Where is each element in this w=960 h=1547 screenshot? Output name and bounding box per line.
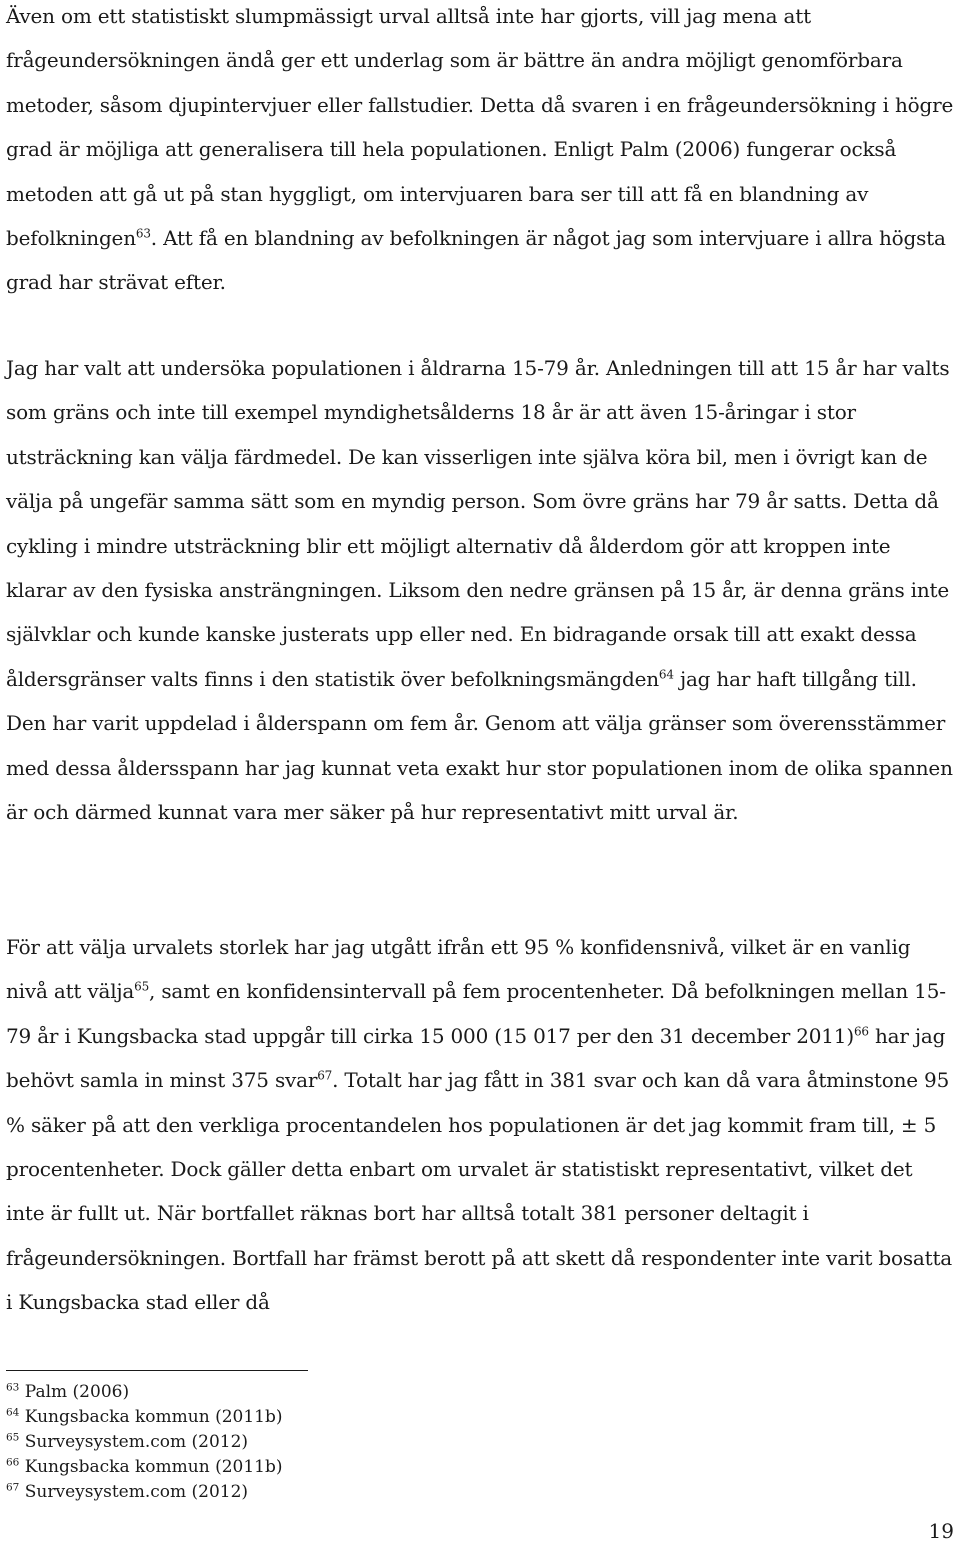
- footnote-item: [6, 1405, 282, 1430]
- paragraph-text: För att välja urvalets storlek har jag utgått ifrån ett 95 % konfidensnivå, vilket är en vanlig nivå att välja: [6, 935, 911, 1004]
- paragraph-sample-size: [6, 925, 954, 1325]
- footnote-number: 67: [6, 1481, 20, 1494]
- footnote-ref[interactable]: 64: [658, 667, 674, 682]
- footnote-number: 64: [6, 1406, 20, 1419]
- footnote-item: [6, 1480, 282, 1505]
- paragraph-age-range: [6, 346, 954, 834]
- footnote-item: [6, 1430, 282, 1455]
- paragraph-text: Jag har valt att undersöka populationen i åldrarna 15-79 år. Anledningen till att 15 år har valts som gräns och inte till exempel myndighetsålderns 18 år är att även 15-åringar i stor utsträckning kan välja färdmedel. De kan visserligen inte själva köra bil, men i övrigt kan de välja på ungefär samma sätt som en myndig person. Som övre gräns har 79 år satts. Detta då cykling i mindre utsträckning blir ett möjligt alternativ då ålderdom gör att kroppen inte klarar av den fysiska ansträngningen. Liksom den nedre gränsen på 15 år, är denna gräns inte självklar och kunde kanske justerats upp eller ned. En bidragande orsak till att exakt dessa åldersgränser valts finns i den statistik över befolkningsmängden: [6, 356, 950, 691]
- footnote-ref[interactable]: 63: [135, 226, 151, 241]
- paragraph-text: . Att få en blandning av befolkningen är något jag som intervjuare i allra högsta grad har strävat efter.: [6, 226, 946, 295]
- footnote-number: 63: [6, 1381, 20, 1394]
- paragraph-text: har jag behövt samla in minst 375 svar: [6, 1023, 946, 1093]
- paragraph-text: jag har haft tillgång till. Den har varit uppdelad i ålderspann om fem år. Genom att välja gränser som överensstämmer med dessa åldersspann har jag kunnat veta exakt hur stor populationen inom de olika spannen är och därmed kunnat vara mer säker på hur representativt mitt urval är.: [6, 666, 953, 825]
- paragraph-text: Även om ett statistiskt slumpmässigt urval alltså inte har gjorts, vill jag mena att frågeundersökningen ändå ger ett underlag som är bättre än andra möjligt genomförbara metoder, såsom djupintervjuer eller fallstudier. Detta då svaren i en frågeundersökning i högre grad är möjliga att generalisera till hela populationen. Enligt Palm (2006) fungerar också metoden att gå ut på stan hyggligt, om intervjuaren bara ser till att få en blandning av befolkningen: [6, 4, 954, 251]
- footnote-text: Kungsbacka kommun (2011b): [24, 1457, 283, 1477]
- paragraph-text: , samt en konfidensintervall på fem procentenheter. Då befolkningen mellan 15-79 år i Kungsbacka stad uppgår till cirka 15 000 (15 017 per den 31 december 2011): [6, 979, 946, 1048]
- footnote-ref[interactable]: 67: [317, 1068, 333, 1083]
- footnote-item: [6, 1380, 282, 1405]
- paragraph-sampling-method: [6, 0, 954, 305]
- page-number: 19: [928, 1519, 954, 1543]
- footnote-number: 66: [6, 1456, 20, 1469]
- paragraph-text: . Totalt har jag fått in 381 svar och kan då vara åtminstone 95 % säker på att den verkliga procentandelen hos populationen är det jag kommit fram till, ± 5 procentenheter. Dock gäller detta enbart om urvalet är statistiskt representativt, vilket det inte är fullt ut. När bortfallet räknas bort har alltså totalt 381 personer deltagit i frågeundersökningen. Bortfall har främst berott på att skett då respondenter inte varit bosatta i Kungsbacka stad eller då: [6, 1068, 953, 1315]
- footnote-text: Palm (2006): [24, 1382, 130, 1402]
- footnote-text: Surveysystem.com (2012): [24, 1482, 249, 1502]
- footnote-text: Surveysystem.com (2012): [24, 1432, 249, 1452]
- footnote-text: Kungsbacka kommun (2011b): [24, 1407, 283, 1427]
- footnote-ref[interactable]: 65: [134, 979, 150, 994]
- footnote-item: [6, 1455, 282, 1480]
- footnote-separator: [6, 1370, 308, 1371]
- footnote-ref[interactable]: 66: [853, 1024, 869, 1039]
- footnotes-list: [6, 1380, 282, 1505]
- footnote-number: 65: [6, 1431, 20, 1444]
